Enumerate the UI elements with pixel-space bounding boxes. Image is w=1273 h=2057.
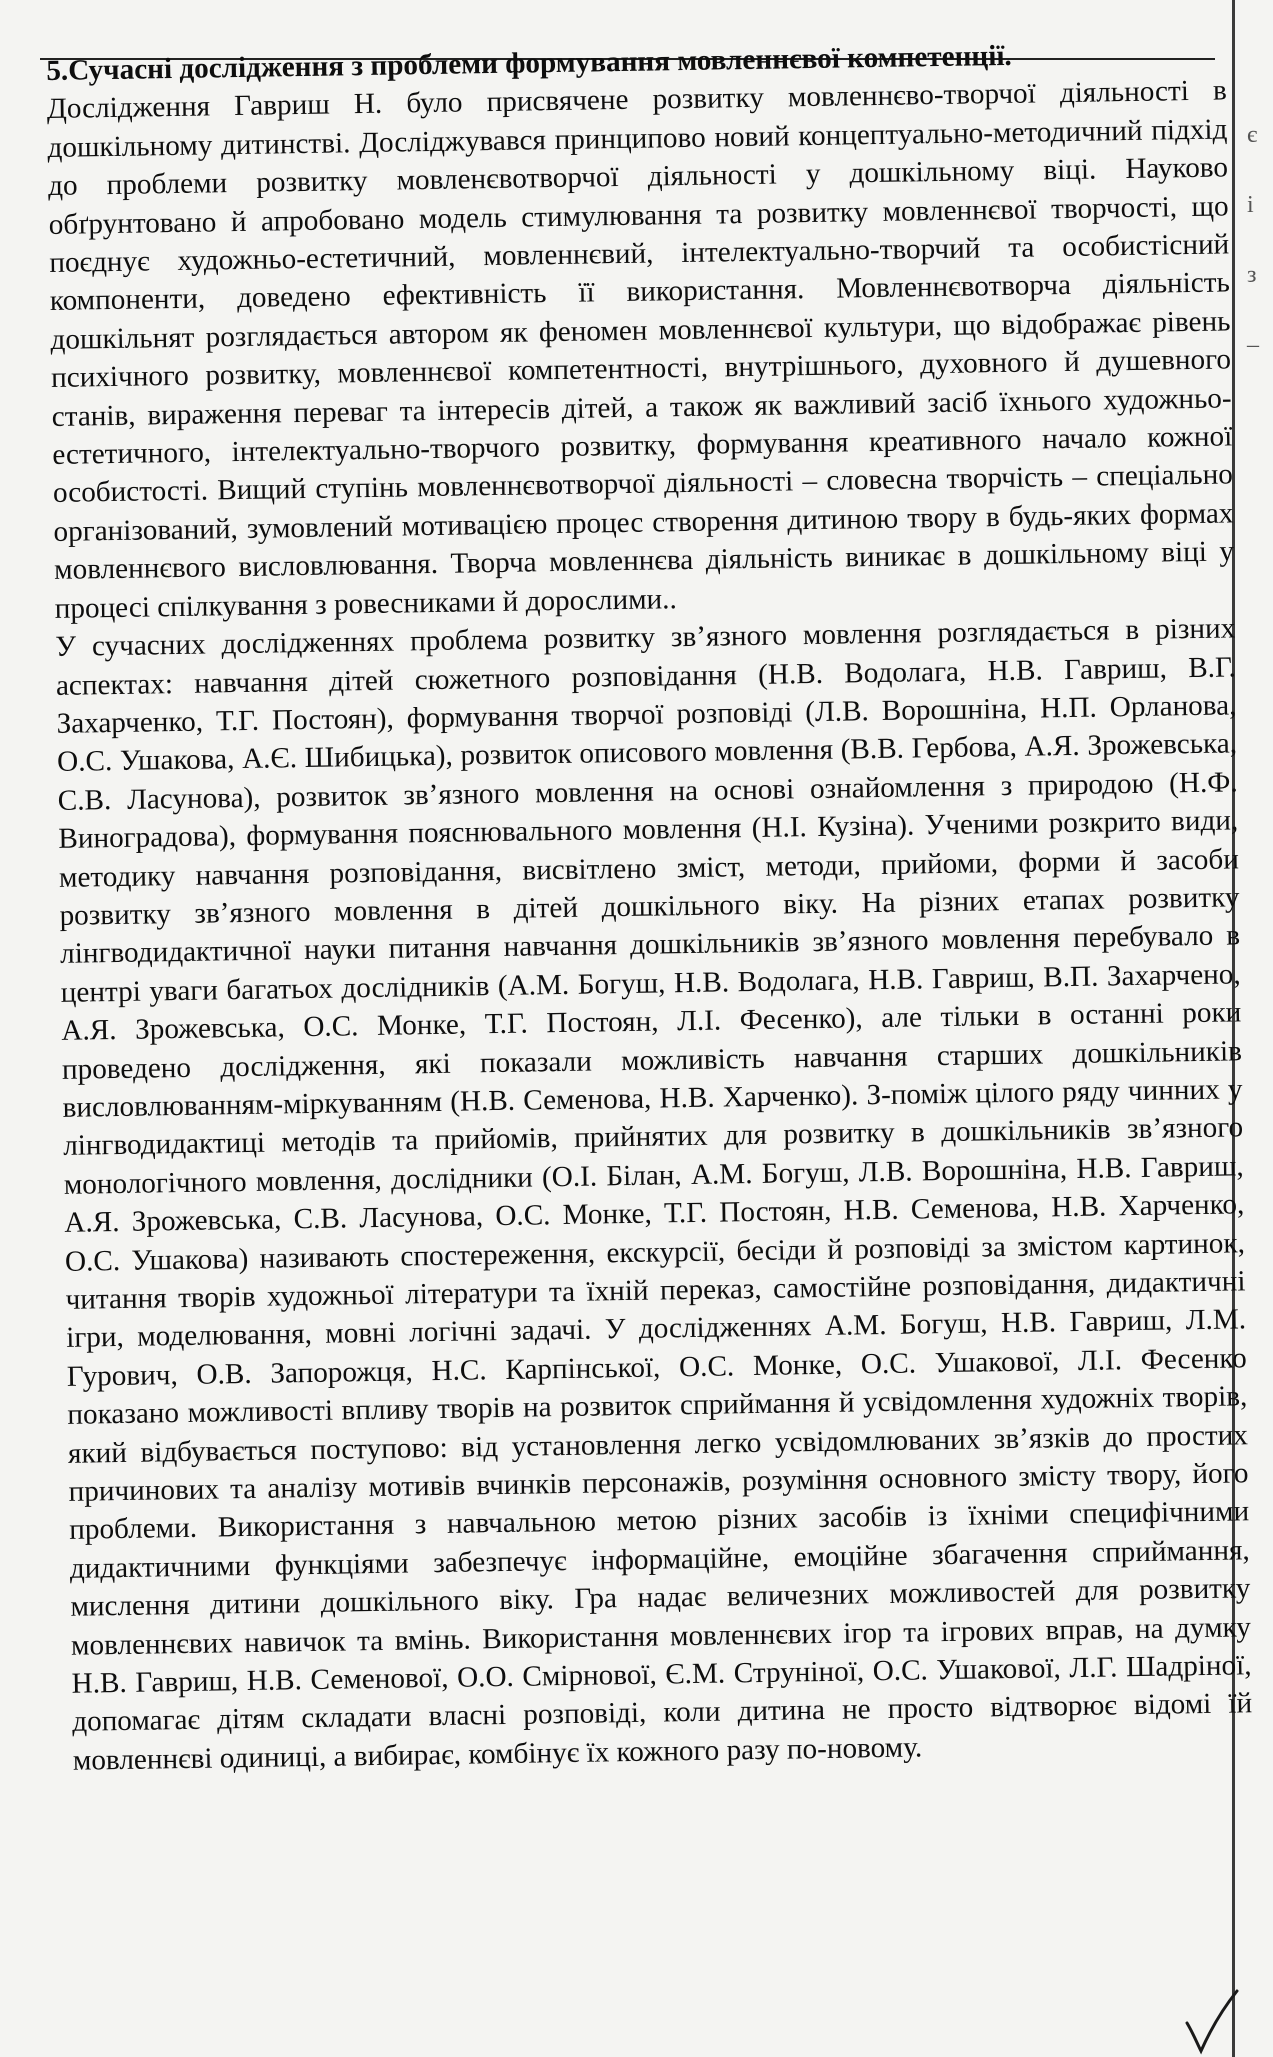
paragraph-1: Дослідження Гавриш Н. було присвячене розвитку мовленнєво-творчої діяльності в дошкільному дитинстві. Досліджувався принципово новий концептуально-методичний підхід до проблеми розвитку мовленєвотворчої діяльності у дошкільному віці. Науково обґрунтовано й апробовано модель стимулювання та розвитку мовленнєвої творчості, що поєднує художньо-естетичний, мовленнєвий, інтелектуально-творчий та особистісний компоненти, доведено ефективність її використання. Мовленнєвотворча діяльність дошкільнят розглядається автором як феномен мовленнєвої культури, що відображає рівень психічного розвитку, мовленнєвої компетентності, внутрішнього, духовного й душевного станів, вираження переваг та інтересів дітей, а також як важливий засіб їхнього художньо-естетичного, інтелектуально-творчого розвитку, формування креативного начало кожної особистості. Вищий ступінь мовленнєвотворчої діяльності – словесна творчість – спеціально організований, зумовлений мотивацією процес створення дитиною твору в будь-яких формах мовленнєвого висловлювання. Творча мовленнєва діяльність виникає в дошкільному віці у процесі спілкування з ровесниками й дорослими.. (46, 74, 1235, 625)
margin-mark: і (1247, 192, 1254, 218)
document-body (46, 33, 1253, 1780)
margin-fragments (1247, 100, 1269, 380)
paragraph-2: У сучасних дослідженнях проблема розвитку зв’язного мовлення розглядається в різних аспектах: навчання дітей сюжетного розповідання (Н.В. Водолага, Н.В. Гавриш, В.Г. Захарченко, Т.Г. Постоян), формування творчої розповіді (Л.В. Ворошніна, Н.П. Орланова, О.С. Ушакова, А.Є. Шибицька), розвиток описового мовлення (В.В. Гербова, А.Я. Зрожевська, С.В. Ласунова), розвиток зв’язного мовлення на основі ознайомлення з природою (Н.Ф. Виноградова), формування пояснювального мовлення (Н.І. Кузіна). Ученими розкрито види, методику навчання розповідання, висвітлено зміст, методи, прийоми, форми й засоби розвитку зв’язного мовлення в дітей дошкільного віку. На різних етапах розвитку лінгводидактичної науки питання навчання дошкільників зв’язного мовлення перебувало в центрі уваги багатьох дослідників (А.М. Богуш, Н.В. Водолага, Н.В. Гавриш, В.П. Захарчено, А.Я. Зрожевська, О.С. Монке, Т.Г. Постоян, Л.І. Фесенко), але тільки в останні роки проведено дослідження, які показали можливість навчання старших дошкільників висловлюванням-міркуванням (Н.В. Семенова, Н.В. Харченко). З-поміж цілого ряду чинних у лінгводидактиці методів та прийомів, прийнятих для розвитку в дошкільників зв’язного монологічного мовлення, дослідники (О.І. Білан, А.М. Богуш, Л.В. Ворошніна, Н.В. Гавриш, А.Я. Зрожевська, С.В. Ласунова, О.С. Монке, Т.Г. Постоян, Н.В. Семенова, Н.В. Харченко, О.С. Ушакова) називають спостереження, екскурсії, бесіди й розповіді за змістом картинок, читання творів художньої літератури та їхній переказ, самостійне розповідання, дидактичні ігри, моделювання, мовні логічні задачі. У дослідженнях А.М. Богуш, Н.В. Гавриш, Л.М. Гурович, О.В. Запорожця, Н.С. Карпінської, О.С. Монке, О.С. Ушакової, Л.І. Фесенко показано можливості впливу творів на розвиток сприймання й усвідомлення художніх творів, який відбувається поступово: від установлення легко усвідомлюваних зв’язків до простих причинових та аналізу мотивів вчинків персонажів, розуміння основного змісту твору, його проблеми. Використання з навчальною метою різних засобів із їхніми специфічними дидактичними функціями забезпечує інформаційне, емоційне збагачення сприймання, мислення дитини дошкільного віку. Гра надає величезних можливостей для розвитку мовленнєвих навичок та вмінь. Використання мовленнєвих ігор та ігрових вправ, на думку Н.В. Гавриш, Н.В. Семенової, О.О. Смірнової, Є.М. Струніної, О.С. Ушакової, Л.Г. Шадріної, допомагає дітям складати власні розповіді, коли дитина не просто відтворює відомі їй мовленнєві одиниці, а вибирає, комбінує їх кожного разу по-новому. (55, 612, 1253, 1777)
margin-mark: є (1247, 122, 1258, 148)
section-heading: 5.Сучасні дослідження з проблеми формування мовленнєвої компетенції. (46, 39, 1012, 87)
margin-mark: – (1247, 332, 1259, 358)
margin-mark: з (1247, 262, 1257, 288)
handwritten-check-mark-icon (1175, 1985, 1245, 2055)
